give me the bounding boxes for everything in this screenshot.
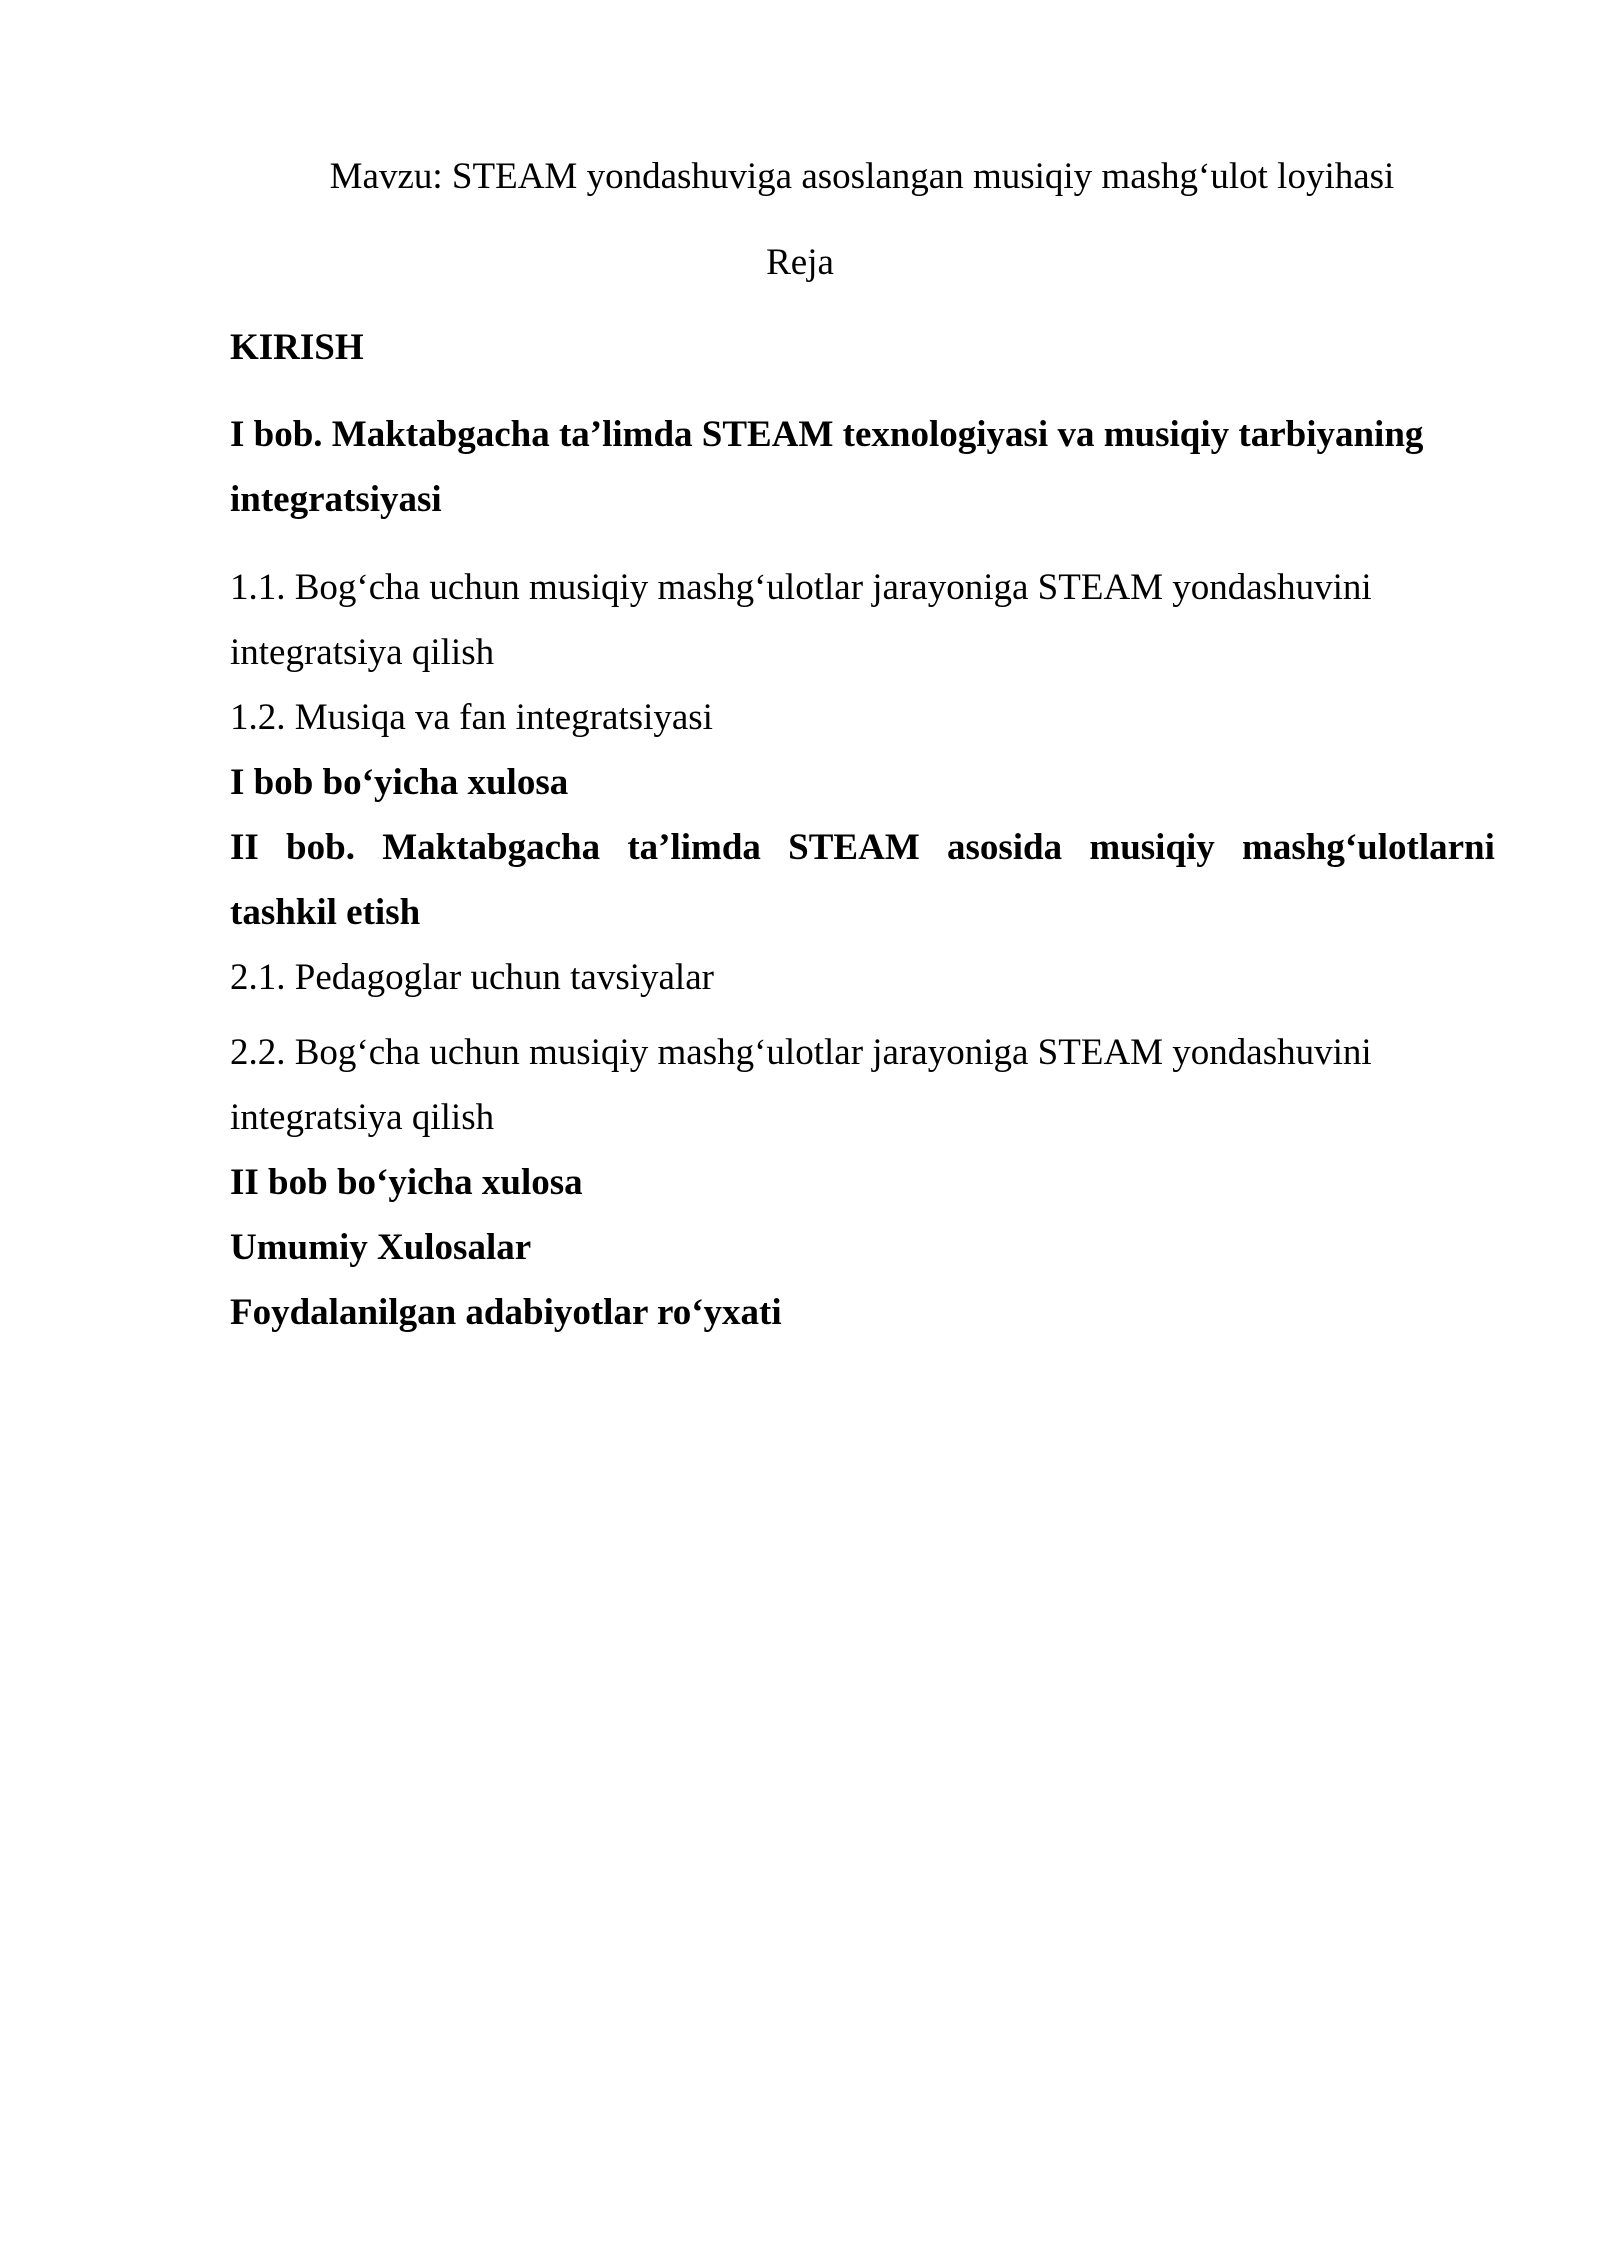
section-1-2-title: 1.2. Musiqa va fan integratsiyasi: [230, 697, 713, 738]
section-2-2-title-continued: integratsiya qilish: [230, 1097, 495, 1138]
chapter-1-title: I bob. Maktabgacha ta’limda STEAM texnologiyasi va musiqiy tarbiyaning: [230, 414, 1424, 455]
chapter-2-word: musiqiy: [1089, 827, 1215, 868]
chapter-2-title: [230, 815, 1495, 880]
section-2-2-title: 2.2. Bog‘cha uchun musiqiy mashg‘ulotlar jarayoniga STEAM yondashuvini: [230, 1032, 1372, 1073]
section-1-1-title: 1.1. Bog‘cha uchun musiqiy mashg‘ulotlar jarayoniga STEAM yondashuvini: [230, 567, 1372, 608]
references-heading: Foydalanilgan adabiyotlar ro‘yxati: [230, 1292, 782, 1333]
chapter-2-word: Maktabgacha: [382, 827, 601, 868]
chapter-1-conclusion: I bob bo‘yicha xulosa: [230, 762, 569, 803]
chapter-1-title-continued: integratsiyasi: [230, 479, 442, 520]
section-1-1-title-continued: integratsiya qilish: [230, 632, 495, 673]
chapter-2-word: asosida: [946, 827, 1063, 868]
introduction-heading: KIRISH: [230, 327, 364, 368]
chapter-2-word: bob.: [286, 827, 355, 868]
chapter-2-title-continued: tashkil etish: [230, 892, 421, 933]
chapter-2-conclusion: II bob bo‘yicha xulosa: [230, 1162, 583, 1203]
subject-title: Mavzu: STEAM yondashuviga asoslangan musiqiy mashg‘ulot loyihasi: [329, 156, 1395, 197]
general-conclusions: Umumiy Xulosalar: [230, 1227, 532, 1268]
chapter-2-word: STEAM: [788, 827, 920, 868]
chapter-2-word: II: [230, 827, 259, 868]
chapter-2-word: mashg‘ulotlarni: [1242, 827, 1495, 868]
plan-heading: Reja: [766, 242, 834, 283]
section-2-1-title: 2.1. Pedagoglar uchun tavsiyalar: [230, 957, 714, 998]
chapter-2-word: ta’limda: [627, 827, 761, 868]
